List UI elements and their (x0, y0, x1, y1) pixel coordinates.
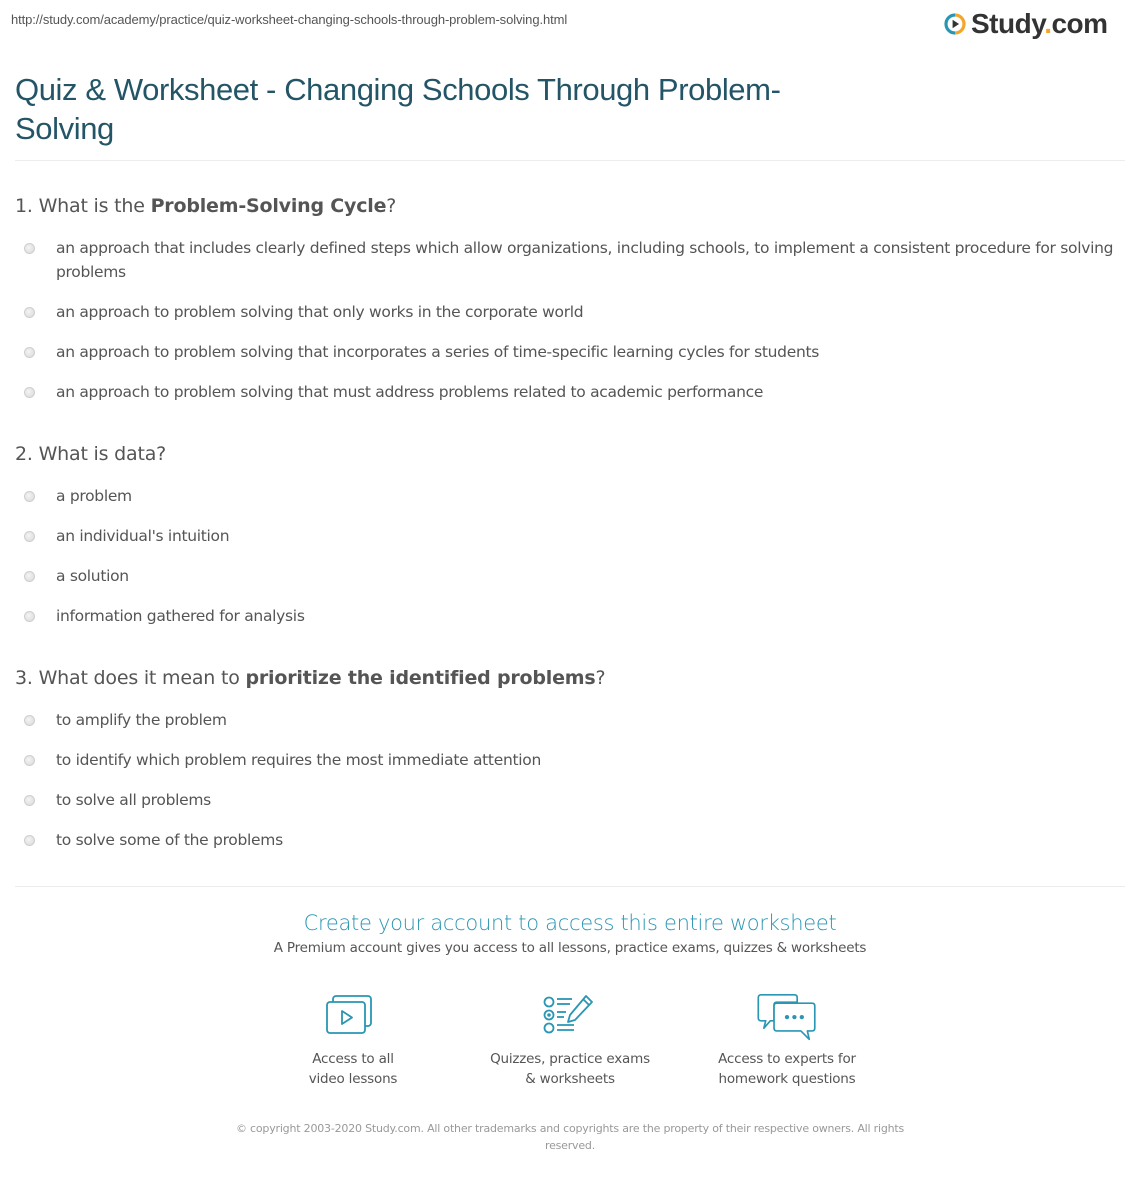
logo-text-main: Study (971, 8, 1045, 39)
question-1 (15, 194, 1125, 420)
feature-text (679, 1049, 896, 1089)
question-emphasis: Problem-Solving Cycle (150, 195, 387, 217)
answer-text: to solve some of the problems (56, 831, 283, 849)
question-text (15, 194, 1125, 218)
answer-option[interactable] (15, 236, 1125, 284)
question-number: 2. (15, 443, 33, 465)
cta-title-link[interactable]: Create your account to access this entire worksheet (303, 911, 837, 935)
radio-button[interactable] (24, 755, 35, 766)
answer-text: information gathered for analysis (56, 607, 305, 625)
radio-button[interactable] (24, 347, 35, 358)
answer-option[interactable] (15, 484, 1125, 508)
feature-video-lessons (245, 993, 462, 1089)
divider-top (15, 160, 1125, 161)
answer-option[interactable] (15, 524, 1125, 548)
radio-button[interactable] (24, 571, 35, 582)
chat-bubbles-icon (754, 993, 820, 1043)
feature-line: Quizzes, practice exams (490, 1051, 650, 1067)
question-3 (15, 666, 1125, 868)
feature-list (0, 993, 1140, 1089)
radio-button[interactable] (24, 307, 35, 318)
radio-button[interactable] (24, 795, 35, 806)
answer-text: an approach that includes clearly defined steps which allow organizations, including schools, to implement a consistent procedure for solving problems (56, 239, 1114, 281)
question-number: 1. (15, 195, 33, 217)
question-prefix: What is the (38, 195, 151, 217)
page-url: http://study.com/academy/practice/quiz-worksheet-changing-schools-through-problem-solving.html (11, 12, 568, 27)
cta-subtitle: A Premium account gives you access to all lessons, practice exams, quizzes & worksheets (273, 940, 867, 956)
question-2 (15, 442, 1125, 644)
answer-text: to amplify the problem (56, 711, 227, 729)
answer-text: to solve all problems (56, 791, 211, 809)
radio-button[interactable] (24, 387, 35, 398)
feature-text (245, 1049, 462, 1089)
answer-text: a problem (56, 487, 132, 505)
answer-list (15, 236, 1125, 404)
question-suffix: ? (595, 667, 606, 689)
page-title: Quiz & Worksheet - Changing Schools Through Problem-Solving (15, 72, 781, 146)
study-logo[interactable] (944, 10, 1108, 38)
radio-button[interactable] (24, 715, 35, 726)
premium-cta (0, 910, 1140, 956)
feature-line: homework questions (718, 1071, 856, 1087)
answer-list (15, 484, 1125, 628)
radio-button[interactable] (24, 243, 35, 254)
answer-option[interactable] (15, 564, 1125, 588)
copyright-notice: © copyright 2003-2020 Study.com. All other trademarks and copyrights are the property of their respective owners. All rights reserved. (235, 1122, 905, 1152)
feature-line: video lessons (308, 1071, 398, 1087)
answer-option[interactable] (15, 380, 1125, 404)
radio-button[interactable] (24, 611, 35, 622)
answer-option[interactable] (15, 708, 1125, 732)
question-number: 3. (15, 667, 33, 689)
play-circle-logo-icon (944, 13, 966, 35)
feature-line: Access to all (312, 1051, 394, 1067)
question-prefix: What does it mean to (38, 667, 246, 689)
question-text (15, 666, 1125, 690)
logo-text-tld: com (1051, 8, 1108, 39)
radio-button[interactable] (24, 835, 35, 846)
feature-quizzes (462, 993, 679, 1089)
feature-text (462, 1049, 679, 1089)
logo-wordmark (971, 10, 1108, 38)
question-prefix: What is data? (38, 443, 167, 465)
answer-text: a solution (56, 567, 129, 585)
question-suffix: ? (386, 195, 397, 217)
answer-option[interactable] (15, 340, 1125, 364)
video-lessons-icon (323, 993, 383, 1043)
answer-text: an approach to problem solving that only works in the corporate world (56, 303, 584, 321)
answer-text: an individual's intuition (56, 527, 230, 545)
radio-button[interactable] (24, 491, 35, 502)
answer-list (15, 708, 1125, 852)
feature-line: Access to experts for (718, 1051, 856, 1067)
answer-option[interactable] (15, 788, 1125, 812)
answer-text: an approach to problem solving that incorporates a series of time-specific learning cycles for students (56, 343, 820, 361)
answer-option[interactable] (15, 300, 1125, 324)
feature-experts (679, 993, 896, 1089)
logo-dot: . (1044, 8, 1052, 39)
question-emphasis: prioritize the identified problems (245, 667, 596, 689)
radio-button[interactable] (24, 531, 35, 542)
answer-option[interactable] (15, 604, 1125, 628)
quiz-checklist-icon (540, 993, 600, 1043)
feature-line: & worksheets (525, 1071, 615, 1087)
answer-text: to identify which problem requires the most immediate attention (56, 751, 541, 769)
answer-option[interactable] (15, 828, 1125, 852)
answer-text: an approach to problem solving that must address problems related to academic performance (56, 383, 764, 401)
divider-bottom (15, 886, 1125, 887)
answer-option[interactable] (15, 748, 1125, 772)
question-text (15, 442, 1125, 466)
